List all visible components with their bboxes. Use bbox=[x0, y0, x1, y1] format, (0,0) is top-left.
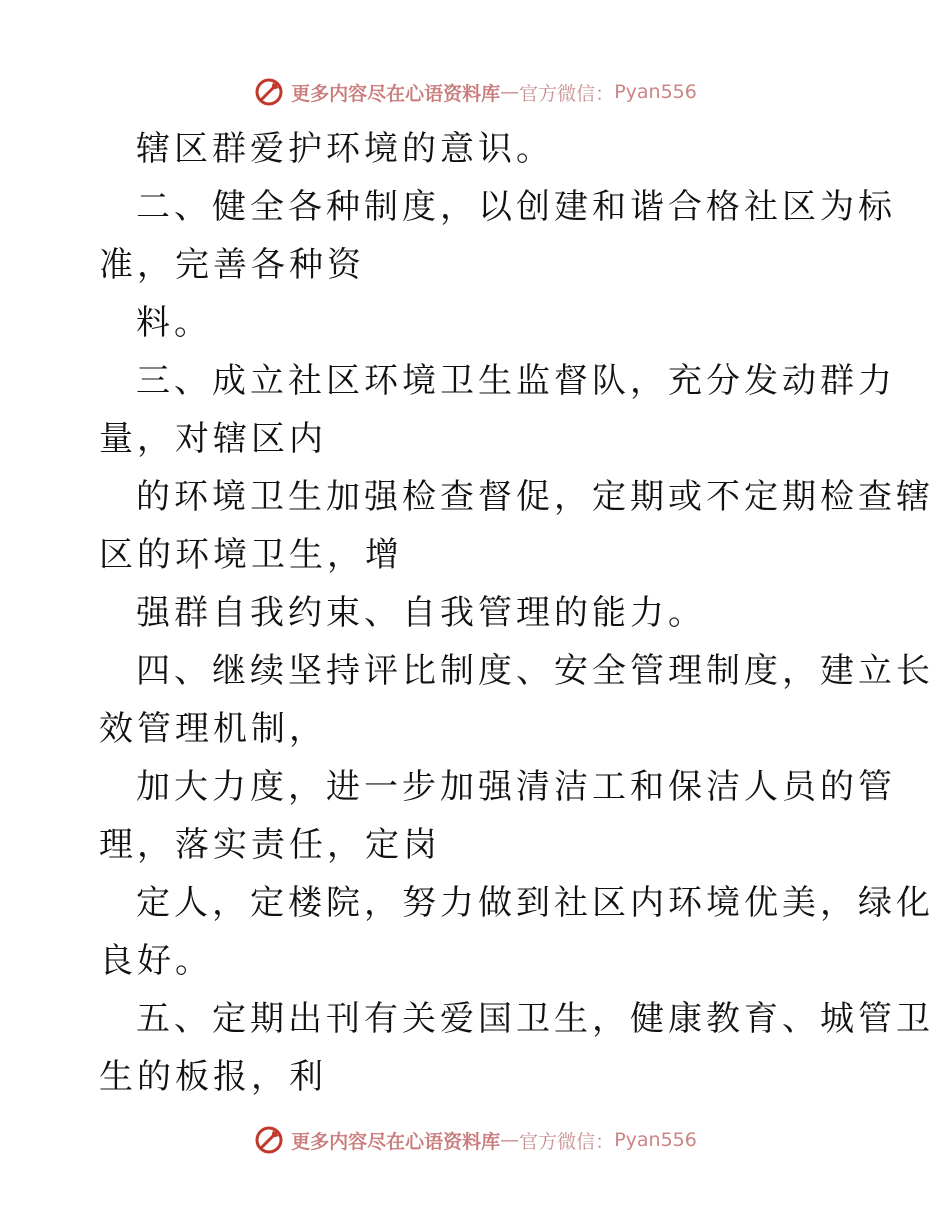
watermark-id: Pyan556 bbox=[614, 81, 697, 103]
watermark-prefix: 更多内容尽在心语资料库 bbox=[291, 1130, 501, 1153]
watermark-dash: — bbox=[500, 1129, 520, 1151]
text-line: 效管理机制， bbox=[99, 709, 327, 749]
text-line: 四、继续坚持评比制度、安全管理制度，建立长 bbox=[136, 651, 934, 691]
watermark-prefix: 更多内容尽在心语资料库 bbox=[291, 82, 501, 105]
header-watermark bbox=[0, 72, 950, 112]
text-line: 五、定期出刊有关爱国卫生，健康教育、城管卫 bbox=[136, 999, 934, 1039]
watermark-label: 官方微信： bbox=[519, 1130, 615, 1153]
text-line: 良好。 bbox=[99, 941, 213, 981]
quill-logo-icon bbox=[253, 1124, 285, 1156]
document-body bbox=[0, 120, 950, 1106]
text-line: 生的板报，利 bbox=[99, 1057, 327, 1097]
text-line: 定人，定楼院，努力做到社区内环境优美，绿化 bbox=[136, 883, 934, 923]
text-line: 理，落实责任，定岗 bbox=[99, 825, 441, 865]
text-line: 区的环境卫生，增 bbox=[99, 535, 403, 575]
watermark-label: 官方微信： bbox=[519, 82, 615, 105]
text-line: 二、健全各种制度，以创建和谐合格社区为标 bbox=[136, 187, 896, 227]
text-line: 加大力度，进一步加强清洁工和保洁人员的管 bbox=[136, 767, 896, 807]
quill-logo-icon bbox=[253, 76, 285, 108]
text-line: 准，完善各种资 bbox=[99, 245, 365, 285]
text-line: 的环境卫生加强检查督促，定期或不定期检查辖 bbox=[136, 477, 934, 517]
text-line: 强群自我约束、自我管理的能力。 bbox=[136, 593, 706, 633]
watermark-dash: — bbox=[500, 81, 520, 103]
text-line: 量，对辖区内 bbox=[99, 419, 327, 459]
footer-watermark bbox=[0, 1120, 950, 1160]
text-line: 料。 bbox=[136, 303, 212, 343]
text-line: 辖区群爱护环境的意识。 bbox=[136, 129, 554, 169]
watermark-id: Pyan556 bbox=[614, 1129, 697, 1151]
text-line: 三、成立社区环境卫生监督队，充分发动群力 bbox=[136, 361, 896, 401]
